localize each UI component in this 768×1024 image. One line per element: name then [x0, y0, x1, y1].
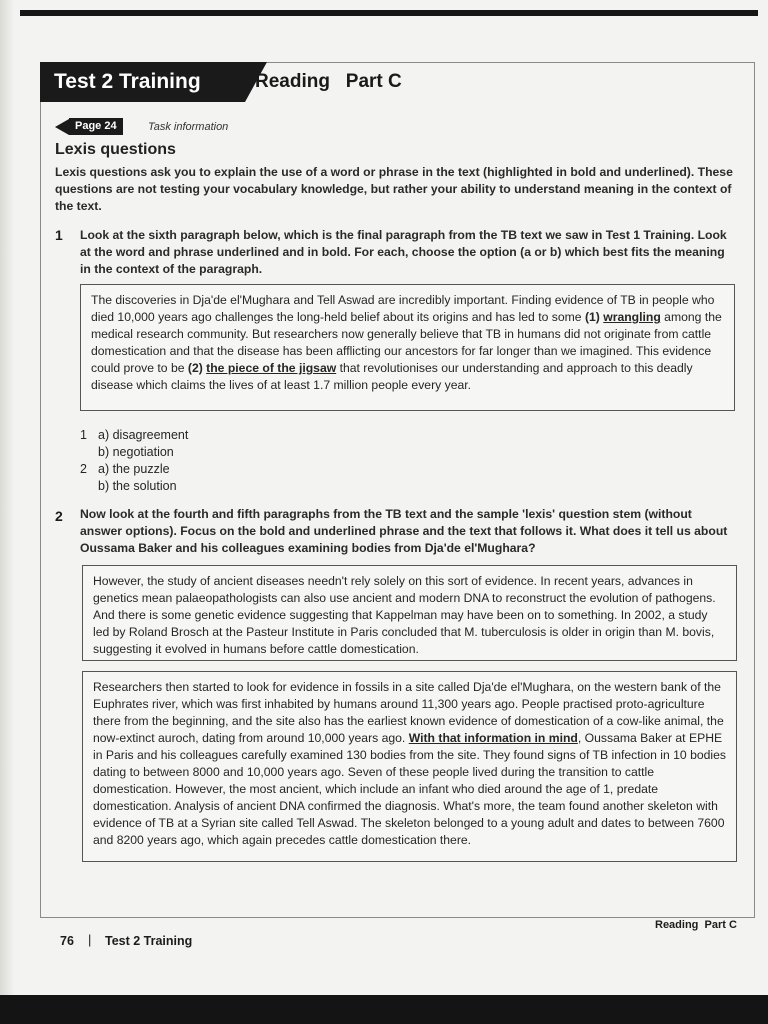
passage-box-3: [82, 671, 737, 862]
question-2-text: Now look at the fourth and fifth paragraphs from the TB text and the sample 'lexis' question stem (without answer options). Focus on the bold and underlined phrase and the text that follows it. What does it tell us about Oussama Baker and his colleagues examining bodies from Dja'de el'Mughara?: [80, 507, 728, 555]
page-reference: [55, 118, 123, 135]
arrow-left-icon: [55, 119, 69, 135]
passage-box-1: [80, 284, 735, 411]
passage-3-term: With that information in mind: [408, 731, 578, 745]
passage-1-marker2: (2): [187, 361, 207, 375]
passage-2-text: However, the study of ancient diseases needn't rely solely on this sort of evidence. In recent years, advances in genetics mean palaeopathologists can also use ancient and modern DNA to reconstruct the evolution of pathogens. And there is some genetic evidence suggesting that Kappelman may have been on to something. In 2002, a study led by Roland Brosch at the Pasteur Institute in Paris concluded that M. tuberculosis is older in origin than M. bovis, suggesting it evolved in humans before cattle domestication.: [93, 574, 716, 656]
page-header: [40, 62, 755, 102]
option-2a: 2 a) the puzzle: [80, 462, 170, 476]
intro-text: Lexis questions ask you to explain the use of a word or phrase in the text (highlighted in bold and underlined). These questions are not testing your vocabulary knowledge, but rather your ability to understand meaning in the context of the text.: [55, 165, 733, 213]
section-label: Reading Part C: [255, 71, 402, 92]
test-label: Test 2 Training: [40, 62, 245, 102]
page-number: 76: [60, 934, 74, 948]
passage-1-term1: wrangling: [603, 310, 661, 324]
footer-separator: |: [88, 932, 92, 947]
passage-1-term2: the piece of the jigsaw: [206, 361, 337, 375]
question-1-text: Look at the sixth paragraph below, which is the final paragraph from the TB text we saw in Test 1 Training. Look at the word and phrase underlined and in bold. For each, choose the option (a or b) which best fits the meaning in the context of the paragraph.: [80, 228, 727, 276]
option-2b: b) the solution: [98, 479, 177, 493]
passage-1-part2: among the medical research community. But researchers now generally believe that TB in humans did not originate from cattle domestication and that the disease has been afflicting our ancestors for far longer than we imagined. This evidence could prove to be: [91, 310, 722, 375]
option-1a: 1 a) disagreement: [80, 428, 189, 442]
passage-box-2: [82, 565, 737, 661]
page-number-badge: Page 24: [69, 118, 123, 135]
page-shadow: [0, 0, 14, 1024]
top-scan-edge: [20, 10, 758, 16]
option-1b: b) negotiation: [98, 445, 174, 459]
passage-1-part1: The discoveries in Dja'de el'Mughara and Tell Aswad are incredibly important. Finding evidence of TB in people who died 10,000 years ago challenges the long-held belief about its origins and has led to some: [91, 293, 715, 324]
task-info-label: Task information: [148, 121, 229, 133]
passage-3-part1: Researchers then started to look for evidence in fossils in a site called Dja'de el'Mughara, on the western bank of the Euphrates river, which was first inhabited by humans around 11,300 years ago. People practised proto-agriculture there from the beginning, and the site also has the earliest known evidence of domestication of a cow-like animal, the now-extinct auroch, dating from around 10,000 years ago.: [93, 680, 724, 745]
section-title: Lexis questions: [55, 141, 176, 158]
bottom-scan-edge: [0, 995, 768, 1024]
question-1-number: 1: [55, 227, 63, 243]
passage-1-marker1: (1): [584, 310, 604, 324]
footer-section-label: Reading Part C: [655, 919, 737, 931]
question-2-number: 2: [55, 508, 63, 524]
options-list: [80, 427, 188, 495]
passage-3-part2: , Oussama Baker at EPHE in Paris and his colleagues carefully examined 130 bodies from the site. They found signs of TB infection in 10 bodies dating to between 8000 and 10,000 years ago. Seven of these people lived during the transition to cattle domestication. However, the most ancient, which include an infant who died around the age of 1, predate domestication. Analysis of ancient DNA confirmed the diagnosis. What's more, the team found another skeleton with evidence of TB at a Syrian site called Tell Aswad. The skeleton belonged to a young adult and dates to between 7600 and 8200 years ago, which again precedes cattle domestication there.: [93, 731, 726, 847]
passage-1-part3: that revolutionises our understanding and approach to this deadly disease which claims the lives of at least 1.7 million people every year.: [91, 361, 693, 392]
footer-title: Test 2 Training: [105, 934, 193, 948]
